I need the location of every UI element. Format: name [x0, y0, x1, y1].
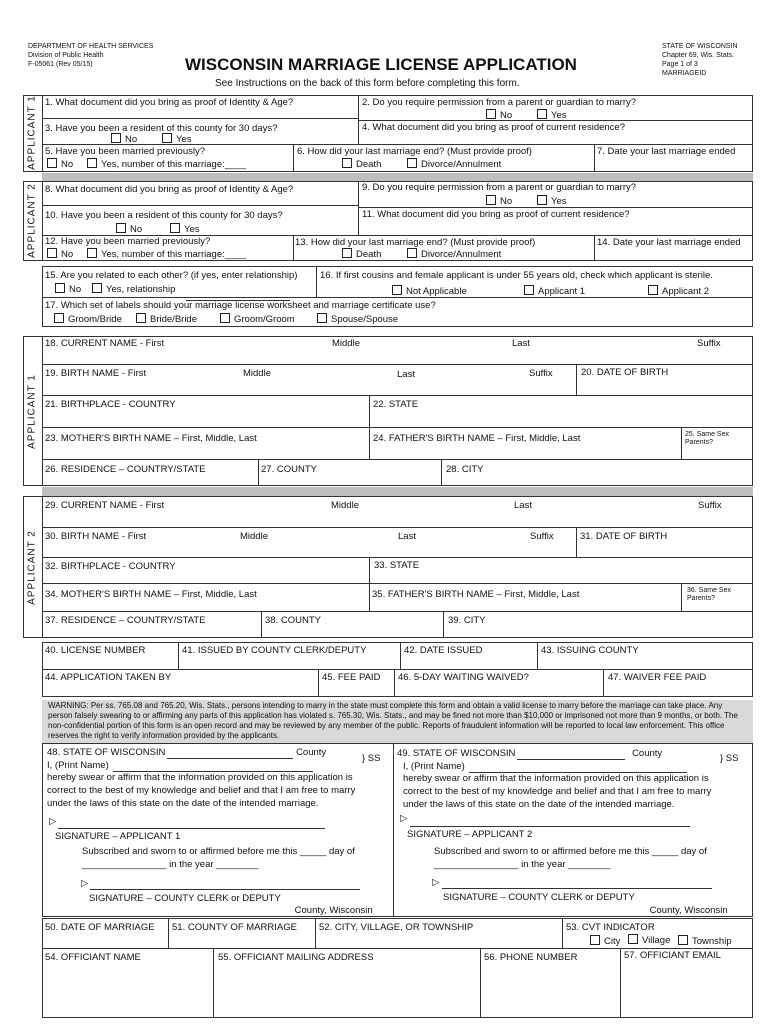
f48-county-input[interactable] — [167, 748, 293, 759]
f45-label: 45. FEE PAID — [322, 672, 381, 683]
clerk2-label: SIGNATURE – COUNTY CLERK or DEPUTY — [443, 892, 635, 903]
division-name: Division of Public Health — [28, 52, 104, 59]
q1-label: 1. What document did you bring as proof of Identity & Age? — [45, 97, 294, 108]
clerk2-county-label: County, Wisconsin — [649, 905, 728, 916]
q12-yes[interactable]: Yes, number of this marriage:____ — [87, 248, 246, 260]
q3-yes-checkbox[interactable] — [162, 133, 172, 143]
f48-county-label: County — [296, 747, 327, 758]
marriage-id: MARRIAGEID — [662, 70, 707, 77]
f52-label: 52. CITY, VILLAGE, OR TOWNSHIP — [319, 922, 474, 933]
f26-label: 26. RESIDENCE – COUNTRY/STATE — [45, 464, 206, 475]
sworn2-text: Subscribed and sworn to or affirmed before me this _____ day of — [434, 846, 707, 857]
f36-label: 36. Same Sex Parents? — [687, 587, 731, 602]
page-number: Page 1 of 3 — [662, 61, 698, 68]
q5-no[interactable]: No — [47, 158, 73, 170]
q5-yes[interactable]: Yes, number of this marriage:____ — [87, 158, 246, 170]
f30-middle-label: Middle — [240, 531, 268, 542]
f48-print-name-label: I, (Print Name) — [47, 760, 109, 771]
q10-yes[interactable]: Yes — [170, 223, 200, 235]
q2-label: 2. Do you require permission from a parent or guardian to marry? — [362, 97, 637, 108]
f49-oath-text: hereby swear or affirm that the information provided on this application is correct to the best of my knowledge and belief and that I am free to marry under the laws of this state on the date of the intended marriage. — [403, 773, 712, 810]
q15-no[interactable]: No — [55, 283, 81, 295]
applicant1-side-label: APPLICANT 1 — [26, 95, 38, 170]
f53-city-checkbox[interactable] — [590, 935, 600, 945]
q5-no-checkbox[interactable] — [47, 158, 57, 168]
clerk1-county-input[interactable] — [150, 906, 292, 917]
sworn1-year: ________________ in the year ________ — [82, 859, 259, 870]
q16-applicant2-checkbox[interactable] — [648, 285, 658, 295]
marriage-details — [42, 918, 753, 1018]
f32-label: 32. BIRTHPLACE - COUNTRY — [45, 561, 176, 572]
f48-oath-text: hereby swear or affirm that the information provided on this application is correct to the best of my knowledge and belief and that I am free to marry under the laws of this state on the date of the intended marriage. — [47, 772, 356, 809]
q15-no-checkbox[interactable] — [55, 283, 65, 293]
f18-last-label: Last — [512, 338, 530, 349]
f43-label: 43. ISSUING COUNTY — [541, 645, 639, 656]
f30-suffix-label: Suffix — [530, 531, 554, 542]
q10-no[interactable]: No — [116, 223, 142, 235]
f21-label: 21. BIRTHPLACE - COUNTRY — [45, 399, 176, 410]
clerk1-label: SIGNATURE – COUNTY CLERK or DEPUTY — [89, 893, 281, 904]
q16-not-applicable[interactable]: Not Applicable — [392, 285, 467, 297]
f29-suffix-label: Suffix — [698, 500, 722, 511]
q17-bride-bride-checkbox[interactable] — [136, 313, 146, 323]
chapter-label: Chapter 69, Wis. Stats. — [662, 52, 734, 59]
f42-label: 42. DATE ISSUED — [404, 645, 483, 656]
f48-label: 48. STATE OF WISCONSIN — [47, 747, 166, 758]
q16-label: 16. If first cousins and female applicant is under 55 years old, check which applicant is sterile. — [320, 270, 713, 281]
q16-applicant1[interactable]: Applicant 1 — [524, 285, 585, 297]
q9-yes[interactable]: Yes — [537, 195, 567, 207]
q3-no[interactable]: No — [111, 133, 137, 145]
q17-groom-groom[interactable]: Groom/Groom — [220, 313, 295, 325]
sig2-arrow-icon: ▷ — [400, 813, 408, 824]
applicant2-side-label: APPLICANT 2 — [26, 183, 38, 258]
f53-label: 53. CVT INDICATOR — [566, 922, 655, 933]
q8-label: 8. What document did you bring as proof of Identity & Age? — [45, 184, 294, 195]
sworn2-year: ________________ in the year ________ — [434, 859, 611, 870]
q17-spouse-spouse-checkbox[interactable] — [317, 313, 327, 323]
q15-yes-checkbox[interactable] — [92, 283, 102, 293]
f39-label: 39. CITY — [448, 615, 486, 626]
clerk1-county-label: County, Wisconsin — [294, 905, 373, 916]
q14-label: 14. Date your last marriage ended — [597, 237, 741, 248]
q5-yes-checkbox[interactable] — [87, 158, 97, 168]
header-right — [662, 42, 738, 78]
q13-divorce[interactable]: Divorce/Annulment — [407, 248, 501, 260]
q4-label: 4. What document did you bring as proof of current residence? — [362, 122, 625, 133]
q17-groom-bride-checkbox[interactable] — [54, 313, 64, 323]
f35-label: 35. FATHER'S BIRTH NAME – First, Middle, Last — [372, 589, 580, 600]
f55-label: 55. OFFICIANT MAILING ADDRESS — [218, 952, 374, 963]
f37-label: 37. RESIDENCE – COUNTRY/STATE — [45, 615, 206, 626]
clerk2-county-line — [507, 904, 728, 917]
f33-label: 33. STATE — [374, 560, 420, 571]
form-number: F-05061 (Rev 05/15) — [28, 61, 93, 68]
sig1-label: SIGNATURE – APPLICANT 1 — [55, 831, 181, 842]
q12-yes-checkbox[interactable] — [87, 248, 97, 258]
warning-text: WARNING: Per ss. 765.08 and 765.20, Wis. Stats., persons intending to marry in the state must complete this form and obtain a valid license to marry before the marriage can take place. Any person falsely swearing to or affirming any parts of this application has violated s. 765.30, Wis. Stats., and may be fined not more than $10,000 or imprisoned not more than 9 months, or both. The non-confidential portion of this form is an open record and may be reviewed by any member of the public. Reports of fraudulent information will be reported to local law enforcement. This office reserves the right to verify information provided by the applicants. — [42, 700, 753, 743]
clerk1-county-line — [150, 904, 373, 917]
q6-label: 6. How did your last marriage end? (Must provide proof) — [297, 146, 532, 157]
q9-yes-checkbox[interactable] — [537, 195, 547, 205]
q9-no-checkbox[interactable] — [486, 195, 496, 205]
f19-suffix-label: Suffix — [529, 368, 553, 379]
q11-label: 11. What document did you bring as proof of current residence? — [362, 209, 630, 220]
f19-last-label: Last — [397, 369, 415, 380]
f44-label: 44. APPLICATION TAKEN BY — [45, 672, 172, 683]
header-left — [28, 42, 153, 69]
q2-yes[interactable]: Yes — [537, 109, 567, 121]
f48-line — [47, 746, 326, 759]
separator-bar — [42, 173, 753, 181]
clerk2-county-input[interactable] — [507, 906, 647, 917]
f40-label: 40. LICENSE NUMBER — [45, 645, 146, 656]
f30-label: 30. BIRTH NAME - First — [45, 531, 147, 542]
dept-name: DEPARTMENT OF HEALTH SERVICES — [28, 43, 154, 50]
q13-death-checkbox[interactable] — [342, 248, 352, 258]
q13-death[interactable]: Death — [342, 248, 381, 260]
q17-bride-bride[interactable]: Bride/Bride — [136, 313, 197, 325]
f49-label: 49. STATE OF WISCONSIN — [397, 748, 516, 759]
f25-label: 25. Same Sex Parents? — [685, 431, 729, 446]
f38-label: 38. COUNTY — [265, 615, 321, 626]
f54-label: 54. OFFICIANT NAME — [45, 952, 141, 963]
clerk1-arrow-icon: ▷ — [81, 878, 89, 889]
q3-label: 3. Have you been a resident of this county for 30 days? — [45, 123, 278, 134]
f41-label: 41. ISSUED BY COUNTY CLERK/DEPUTY — [182, 645, 367, 656]
f31-label: 31. DATE OF BIRTH — [580, 531, 668, 542]
f53-township[interactable]: Township — [678, 935, 732, 947]
f24-label: 24. FATHER'S BIRTH NAME – First, Middle, Last — [373, 433, 581, 444]
clerk2-arrow-icon: ▷ — [432, 877, 440, 888]
f51-label: 51. COUNTY OF MARRIAGE — [172, 922, 297, 933]
q17-groom-bride[interactable]: Groom/Bride — [54, 313, 122, 325]
q6-divorce[interactable]: Divorce/Annulment — [407, 158, 501, 170]
q9-label: 9. Do you require permission from a parent or guardian to marry? — [362, 182, 637, 193]
f49-county-label: County — [632, 748, 663, 759]
f29-last-label: Last — [514, 500, 532, 511]
f22-label: 22. STATE — [373, 399, 419, 410]
q6-death[interactable]: Death — [342, 158, 381, 170]
clerk1-line[interactable] — [90, 889, 360, 890]
f57-label: 57. OFFICIANT EMAIL — [624, 950, 721, 961]
f23-label: 23. MOTHER'S BIRTH NAME – First, Middle, Last — [45, 433, 257, 444]
f29-middle-label: Middle — [331, 500, 359, 511]
f49-print-name-label: I, (Print Name) — [403, 761, 465, 772]
f49-county-input[interactable] — [517, 749, 625, 760]
q17-groom-groom-checkbox[interactable] — [220, 313, 230, 323]
f29-label: 29. CURRENT NAME - First — [45, 500, 165, 511]
f50-label: 50. DATE OF MARRIAGE — [45, 922, 155, 933]
q3-yes[interactable]: Yes — [162, 133, 192, 145]
sig2-line[interactable] — [410, 826, 690, 827]
f27-label: 27. COUNTY — [261, 464, 317, 475]
f18-middle-label: Middle — [332, 338, 360, 349]
f46-label: 46. 5-DAY WAITING WAIVED? — [398, 672, 529, 683]
f48-ss: } SS — [362, 753, 381, 764]
f53-village[interactable]: Village — [628, 934, 670, 946]
f18-label: 18. CURRENT NAME - First — [45, 338, 165, 349]
q9-no[interactable]: No — [486, 195, 512, 207]
q3-no-checkbox[interactable] — [111, 133, 121, 143]
q12-label: 12. Have you been married previously? — [45, 236, 211, 247]
q12-no[interactable]: No — [47, 248, 73, 260]
q5-label: 5. Have you been married previously? — [45, 146, 206, 157]
clerk2-line[interactable] — [442, 888, 712, 889]
q16-applicant2[interactable]: Applicant 2 — [648, 285, 709, 297]
sworn1-text: Subscribed and sworn to or affirmed before me this _____ day of — [82, 846, 355, 857]
applicant1-personal-side-label: APPLICANT 1 — [26, 374, 38, 449]
sig1-arrow-icon: ▷ — [49, 816, 57, 827]
applicant2-personal-side-label: APPLICANT 2 — [26, 530, 38, 605]
q10-no-checkbox[interactable] — [116, 223, 126, 233]
q7-label: 7. Date your last marriage ended — [597, 146, 736, 157]
q17-label: 17. Which set of labels should your marriage license worksheet and marriage certificate use? — [45, 300, 436, 311]
f53-city[interactable]: City — [590, 935, 620, 947]
q13-label: 13. How did your last marriage end? (Must provide proof) — [295, 237, 536, 248]
f20-label: 20. DATE OF BIRTH — [581, 367, 669, 378]
q16-applicant1-checkbox[interactable] — [524, 285, 534, 295]
f47-label: 47. WAIVER FEE PAID — [608, 672, 707, 683]
q15-relationship-line[interactable] — [186, 283, 290, 301]
q13-divorce-checkbox[interactable] — [407, 248, 417, 258]
sig1-line[interactable] — [58, 828, 325, 829]
q2-no-checkbox[interactable] — [486, 109, 496, 119]
f49-ss: } SS — [720, 753, 739, 764]
q6-death-checkbox[interactable] — [342, 158, 352, 168]
q17-spouse-spouse[interactable]: Spouse/Spouse — [317, 313, 398, 325]
q2-no[interactable]: No — [486, 109, 512, 121]
f19-middle-label: Middle — [243, 368, 271, 379]
f53-village-checkbox[interactable] — [628, 934, 638, 944]
q12-no-checkbox[interactable] — [47, 248, 57, 258]
page-title: WISCONSIN MARRIAGE LICENSE APPLICATION — [185, 55, 577, 74]
f18-suffix-label: Suffix — [697, 338, 721, 349]
q10-yes-checkbox[interactable] — [170, 223, 180, 233]
q16-not-applicable-checkbox[interactable] — [392, 285, 402, 295]
state-label: STATE OF WISCONSIN — [662, 43, 738, 50]
q15-yes[interactable]: Yes, relationship — [92, 283, 175, 295]
page-subtitle: See Instructions on the back of this form before completing this form. — [215, 78, 520, 89]
f56-label: 56. PHONE NUMBER — [484, 952, 578, 963]
q2-yes-checkbox[interactable] — [537, 109, 547, 119]
sig2-label: SIGNATURE – APPLICANT 2 — [407, 829, 533, 840]
q15-label: 15. Are you related to each other? (if yes, enter relationship) — [45, 270, 298, 281]
f28-label: 28. CITY — [446, 464, 484, 475]
f19-label: 19. BIRTH NAME - First — [45, 368, 147, 379]
f30-last-label: Last — [398, 531, 416, 542]
separator-bar-2 — [42, 487, 753, 496]
f34-label: 34. MOTHER'S BIRTH NAME – First, Middle, Last — [45, 589, 257, 600]
q6-divorce-checkbox[interactable] — [407, 158, 417, 168]
f53-township-checkbox[interactable] — [678, 935, 688, 945]
f49-line — [397, 747, 662, 760]
q10-label: 10. Have you been a resident of this county for 30 days? — [45, 210, 283, 221]
